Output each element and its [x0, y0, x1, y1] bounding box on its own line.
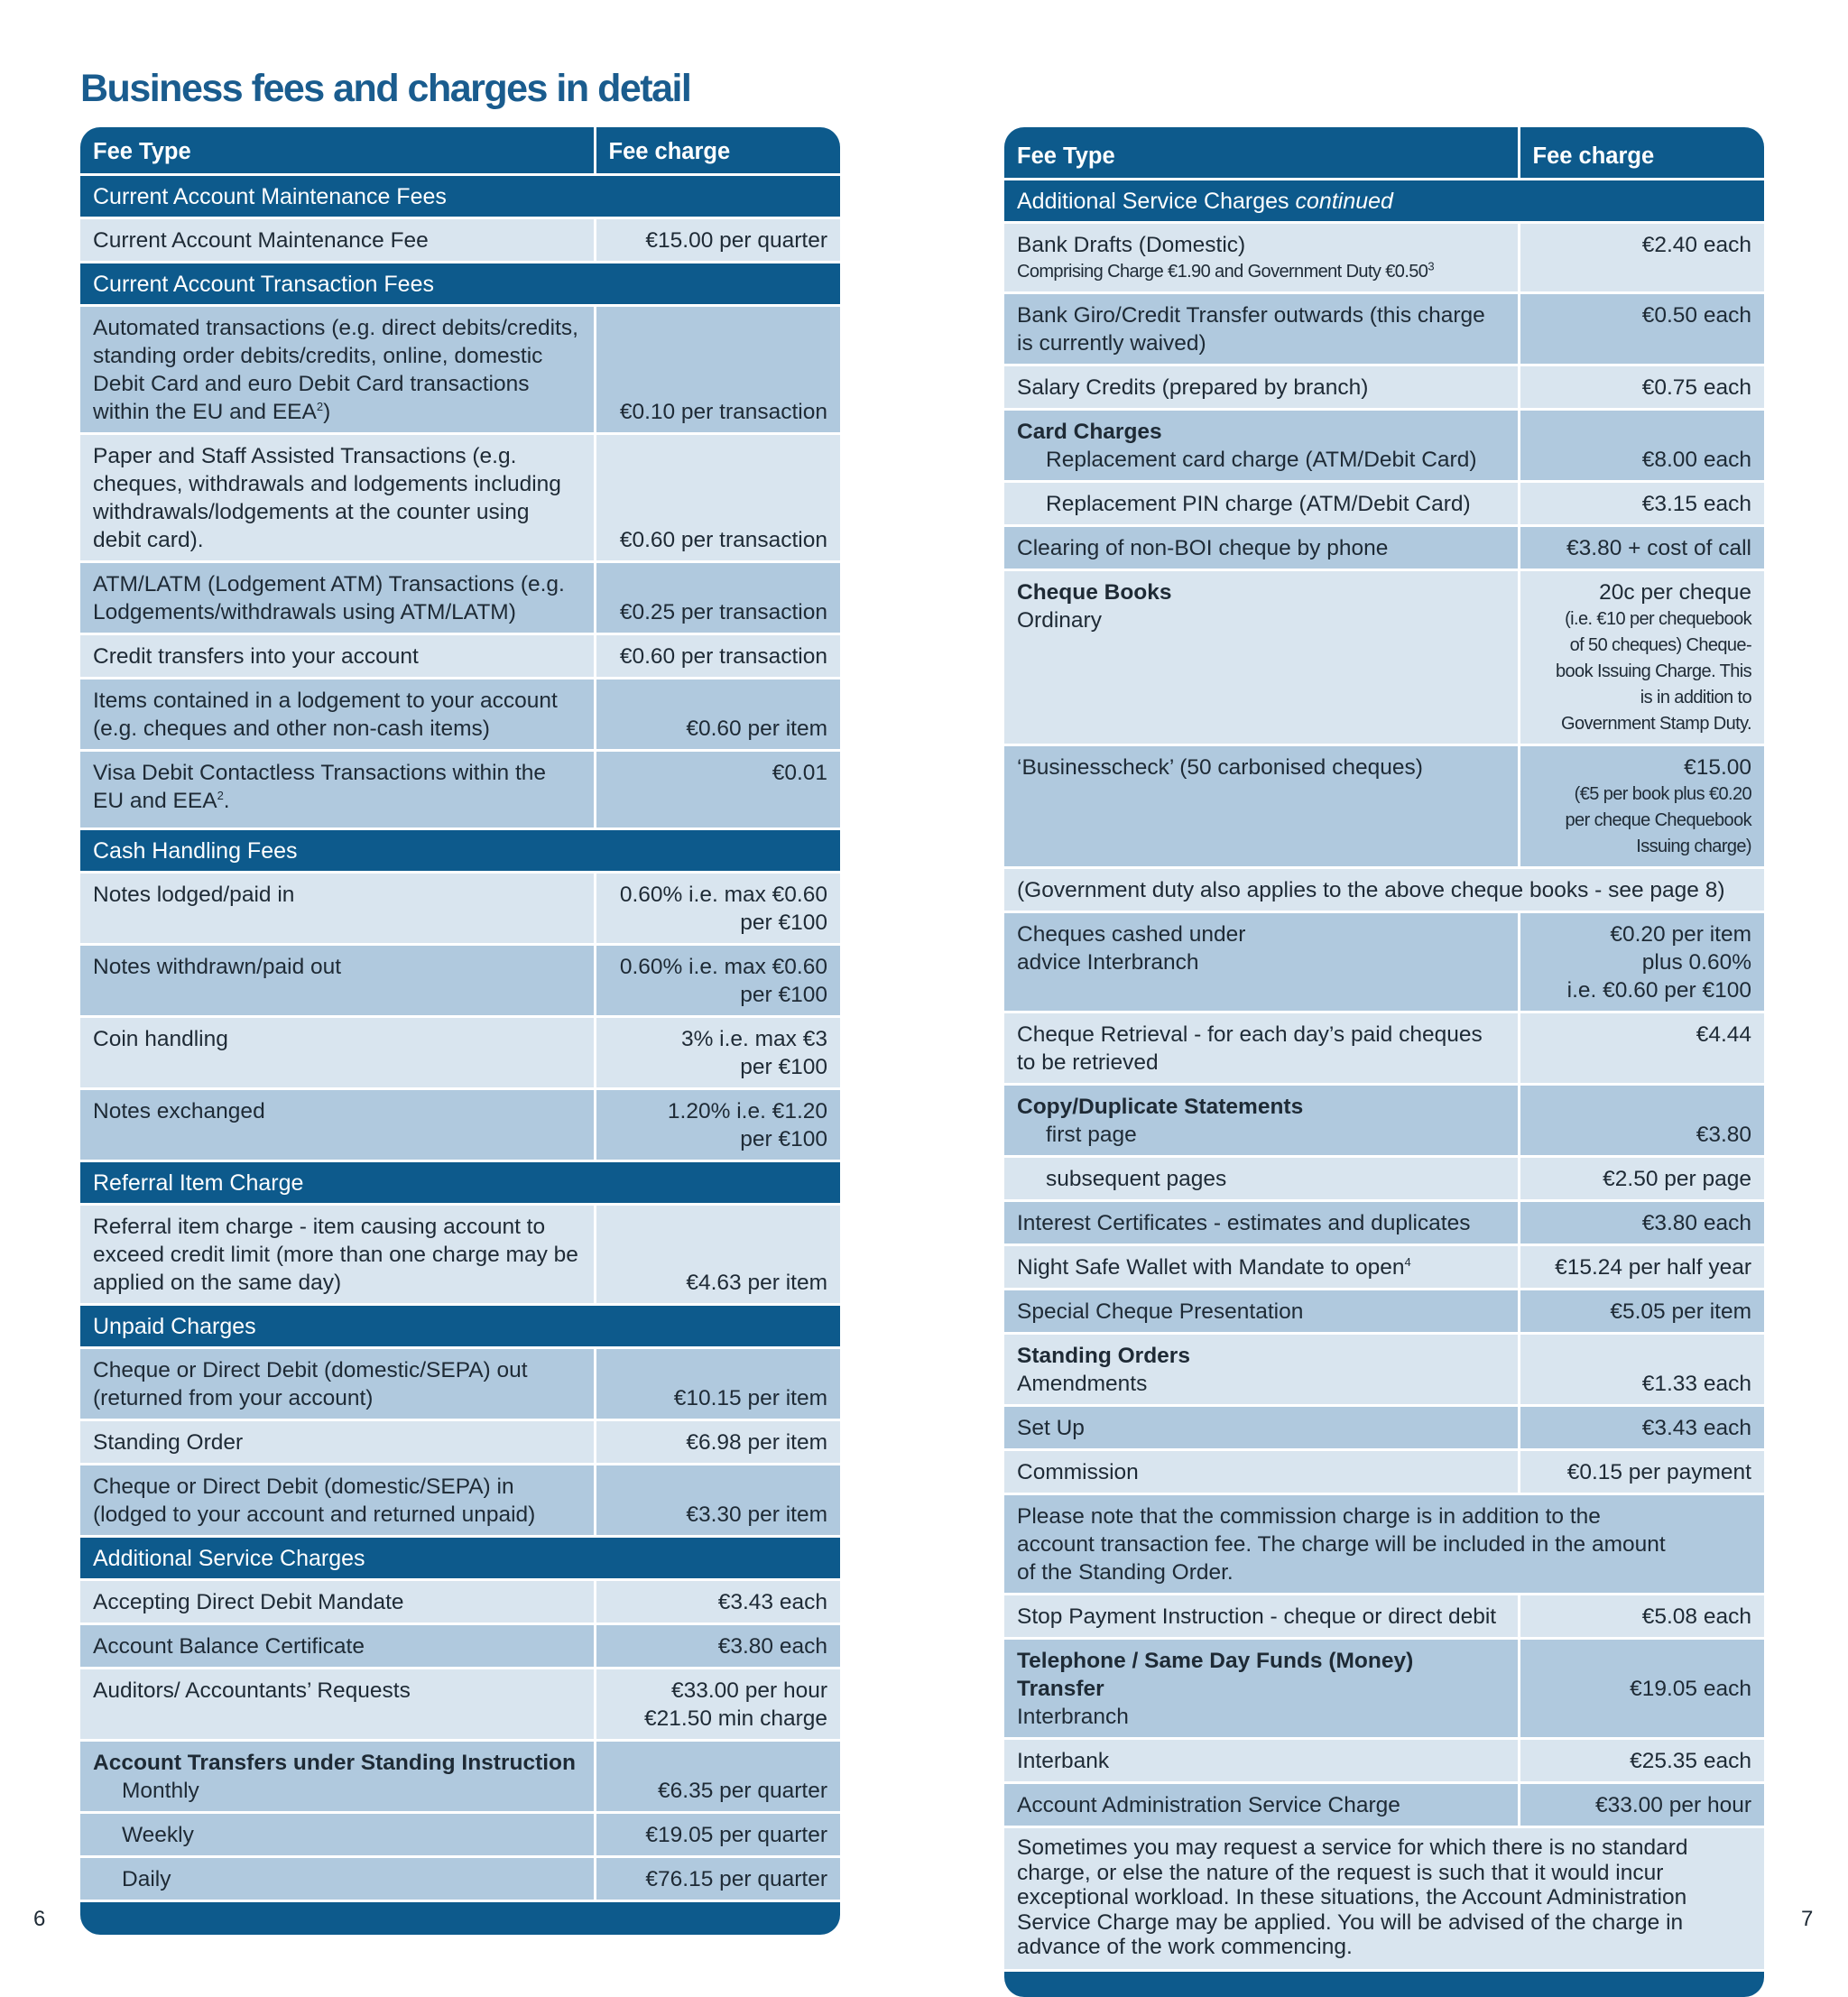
table-row: Set Up €3.43 each: [1004, 1406, 1764, 1450]
table-row: Cheque or Direct Debit (domestic/SEPA) out (returned from your account) €10.15 per item: [80, 1348, 840, 1420]
table-row: Special Cheque Presentation €5.05 per item: [1004, 1290, 1764, 1334]
table-row: Clearing of non-BOI cheque by phone €3.80 + cost of call: [1004, 526, 1764, 570]
table-row: Account Transfers under Standing Instruction Monthly €6.35 per quarter: [80, 1741, 840, 1813]
table-row: (Government duty also applies to the above cheque books - see page 8): [1004, 868, 1764, 912]
section-header: Additional Service Charges continued: [1004, 180, 1764, 223]
right-fee-table: [1004, 127, 1764, 1997]
table-row: Please note that the commission charge is in addition to the account transaction fee. The charge will be included in the amount of the Standing Order.: [1004, 1494, 1764, 1595]
table-row: Cheque Books Ordinary 20c per cheque (i.e. €10 per chequebook of 50 cheques) Cheque-book Issuing Charge. This is in addition to Government Stamp Duty.: [1004, 570, 1764, 745]
page-number-left: 6: [33, 1907, 46, 1931]
section-header: Additional Service Charges: [80, 1537, 840, 1580]
table-row: Account Balance Certificate €3.80 each: [80, 1624, 840, 1669]
fee-type-header: Fee Type: [80, 127, 595, 175]
table-row: Current Account Maintenance Fee €15.00 per quarter: [80, 218, 840, 263]
table-row: Interbank €25.35 each: [1004, 1739, 1764, 1783]
table-row: Weekly €19.05 per quarter: [80, 1813, 840, 1857]
table-row: Items contained in a lodgement to your account (e.g. cheques and other non-cash items) €0.60 per item: [80, 679, 840, 751]
section-header: Unpaid Charges: [80, 1305, 840, 1348]
table-row: Night Safe Wallet with Mandate to open$^4$ €15.24 per half year: [1004, 1245, 1764, 1290]
table-row: Accepting Direct Debit Mandate €3.43 each: [80, 1580, 840, 1624]
page-title: Business fees and charges in detail: [80, 67, 691, 110]
table-row: Cheque Retrieval - for each day’s paid cheques to be retrieved €4.44: [1004, 1012, 1764, 1085]
table-row: Replacement PIN charge (ATM/Debit Card) €3.15 each: [1004, 482, 1764, 526]
section-header: Current Account Transaction Fees: [80, 263, 840, 306]
table-row: Stop Payment Instruction - cheque or direct debit €5.08 each: [1004, 1595, 1764, 1639]
fee-charge-header: Fee charge: [1519, 127, 1764, 180]
fee-type-header: Fee Type: [1004, 127, 1519, 180]
table-row: Telephone / Same Day Funds (Money) Transfer Interbranch €19.05 each: [1004, 1639, 1764, 1739]
table-row: Bank Drafts (Domestic) Comprising Charge €1.90 and Government Duty €0.50$^3$ €2.40 each: [1004, 223, 1764, 293]
table-row: Standing Order €6.98 per item: [80, 1420, 840, 1465]
table-header: [80, 127, 840, 175]
table-row: Cheque or Direct Debit (domestic/SEPA) in (lodged to your account and returned unpaid) €3.30 per item: [80, 1465, 840, 1537]
table-row: Sometimes you may request a service for which there is no standard charge, or else the nature of the request is such that it would incur exceptional workload. In these situations, the Account Administration Service Charge may be applied. You will be advised of the charge in advance of the work commencing.: [1004, 1827, 1764, 1971]
table-row: ATM/LATM (Lodgement ATM) Transactions (e.g. Lodgements/withdrawals using ATM/LATM) €0.25 per transaction: [80, 562, 840, 634]
table-row: Notes withdrawn/paid out 0.60% i.e. max €0.60 per €100: [80, 945, 840, 1017]
table-row: Daily €76.15 per quarter: [80, 1857, 840, 1901]
table-row: Copy/Duplicate Statements first page €3.80: [1004, 1085, 1764, 1157]
table-row: Notes exchanged 1.20% i.e. €1.20 per €100: [80, 1089, 840, 1161]
table-row: Commission €0.15 per payment: [1004, 1450, 1764, 1494]
table-row: Paper and Staff Assisted Transactions (e.g. cheques, withdrawals and lodgements including withdrawals/lodgements at the counter using debit card). €0.60 per transaction: [80, 434, 840, 562]
table-row: Referral item charge - item causing account to exceed credit limit (more than one charge may be applied on the same day) €4.63 per item: [80, 1205, 840, 1305]
table-row: Visa Debit Contactless Transactions within the EU and EEA$^2$. €0.01: [80, 751, 840, 829]
table-row: Standing Orders Amendments €1.33 each: [1004, 1334, 1764, 1406]
table-row: Interest Certificates - estimates and duplicates €3.80 each: [1004, 1201, 1764, 1245]
table-row: Coin handling 3% i.e. max €3 per €100: [80, 1017, 840, 1089]
table-row: Salary Credits (prepared by branch) €0.75 each: [1004, 365, 1764, 410]
table-row: Bank Giro/Credit Transfer outwards (this charge is currently waived) €0.50 each: [1004, 293, 1764, 365]
table-row: Notes lodged/paid in 0.60% i.e. max €0.60 per €100: [80, 873, 840, 945]
table-row: Card Charges Replacement card charge (ATM/Debit Card) €8.00 each: [1004, 410, 1764, 482]
fee-charge-header: Fee charge: [595, 127, 840, 175]
table-footer-bar: [80, 1901, 840, 1936]
table-row: Cheques cashed under advice Interbranch €0.20 per item plus 0.60% i.e. €0.60 per €100: [1004, 912, 1764, 1012]
table-footer-bar: [1004, 1970, 1764, 1997]
table-header: [1004, 127, 1764, 180]
section-header: Current Account Maintenance Fees: [80, 175, 840, 218]
section-header: Referral Item Charge: [80, 1161, 840, 1205]
table-row: Credit transfers into your account €0.60 per transaction: [80, 634, 840, 679]
section-header: Cash Handling Fees: [80, 829, 840, 873]
table-row: ‘Businesscheck’ (50 carbonised cheques) €15.00 (€5 per book plus €0.20 per cheque Chequebook Issuing charge): [1004, 745, 1764, 868]
table-row: Auditors/ Accountants’ Requests €33.00 per hour €21.50 min charge: [80, 1669, 840, 1741]
table-row: Automated transactions (e.g. direct debits/credits, standing order debits/credits, online, domestic Debit Card and euro Debit Card transactions within the EU and EEA$^2$) €0.10 per transaction: [80, 306, 840, 434]
table-row: Account Administration Service Charge €33.00 per hour: [1004, 1783, 1764, 1827]
table-row: subsequent pages €2.50 per page: [1004, 1157, 1764, 1201]
left-fee-table: [80, 127, 840, 1935]
page-number-right: 7: [1801, 1907, 1814, 1931]
